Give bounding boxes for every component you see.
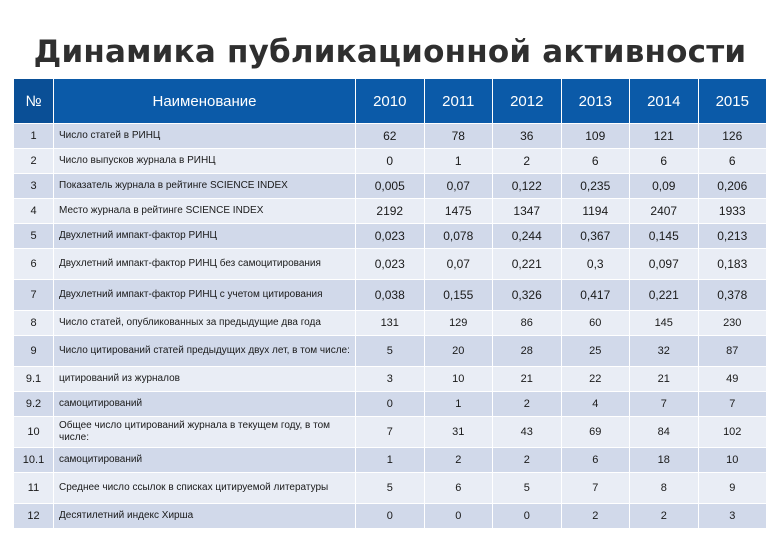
row-value: 0 xyxy=(356,149,425,174)
header-num: № xyxy=(14,79,54,124)
row-name: Общее число цитирований журнала в текущем году, в том числе: xyxy=(54,417,356,448)
header-year: 2014 xyxy=(630,79,699,124)
row-number: 9.2 xyxy=(14,392,54,417)
row-value: 230 xyxy=(698,311,767,336)
row-value: 2 xyxy=(424,448,493,473)
row-name: Двухлетний импакт-фактор РИНЦ xyxy=(54,224,356,249)
row-value: 32 xyxy=(630,336,699,367)
row-value: 69 xyxy=(561,417,630,448)
table-row xyxy=(14,174,767,199)
row-name: Среднее число ссылок в списках цитируемой литературы xyxy=(54,473,356,504)
publication-table xyxy=(13,78,767,529)
row-value: 10 xyxy=(424,367,493,392)
row-value: 0 xyxy=(356,392,425,417)
row-value: 0,235 xyxy=(561,174,630,199)
row-number: 1 xyxy=(14,124,54,149)
row-value: 0,023 xyxy=(356,249,425,280)
row-value: 22 xyxy=(561,367,630,392)
row-value: 0,378 xyxy=(698,280,767,311)
row-value: 21 xyxy=(493,367,562,392)
row-value: 0,09 xyxy=(630,174,699,199)
table-row xyxy=(14,249,767,280)
row-value: 5 xyxy=(356,336,425,367)
row-value: 49 xyxy=(698,367,767,392)
table-row xyxy=(14,124,767,149)
row-value: 0,122 xyxy=(493,174,562,199)
row-value: 0 xyxy=(424,504,493,529)
row-value: 6 xyxy=(561,448,630,473)
row-value: 1933 xyxy=(698,199,767,224)
row-value: 2 xyxy=(493,149,562,174)
row-value: 2192 xyxy=(356,199,425,224)
page-title: Динамика публикационной активности xyxy=(33,34,747,70)
table-row xyxy=(14,473,767,504)
row-value: 0,326 xyxy=(493,280,562,311)
row-name: Двухлетний импакт-фактор РИНЦ с учетом цитирования xyxy=(54,280,356,311)
row-value: 0,155 xyxy=(424,280,493,311)
row-number: 2 xyxy=(14,149,54,174)
row-value: 2 xyxy=(561,504,630,529)
row-value: 0,07 xyxy=(424,249,493,280)
row-value: 2407 xyxy=(630,199,699,224)
table-row xyxy=(14,504,767,529)
row-value: 126 xyxy=(698,124,767,149)
row-value: 2 xyxy=(630,504,699,529)
row-value: 0,221 xyxy=(630,280,699,311)
table-header-row xyxy=(14,79,767,124)
table-row xyxy=(14,367,767,392)
row-value: 1 xyxy=(424,149,493,174)
row-value: 6 xyxy=(698,149,767,174)
row-number: 5 xyxy=(14,224,54,249)
row-value: 0,038 xyxy=(356,280,425,311)
row-value: 0,078 xyxy=(424,224,493,249)
row-name: самоцитирований xyxy=(54,392,356,417)
row-value: 6 xyxy=(424,473,493,504)
table-row xyxy=(14,199,767,224)
row-value: 0,145 xyxy=(630,224,699,249)
row-name: Число статей, опубликованных за предыдущие два года xyxy=(54,311,356,336)
row-number: 9 xyxy=(14,336,54,367)
row-value: 1347 xyxy=(493,199,562,224)
row-value: 121 xyxy=(630,124,699,149)
row-value: 18 xyxy=(630,448,699,473)
row-name: цитирований из журналов xyxy=(54,367,356,392)
row-value: 78 xyxy=(424,124,493,149)
row-value: 8 xyxy=(630,473,699,504)
header-year: 2012 xyxy=(493,79,562,124)
row-value: 3 xyxy=(698,504,767,529)
row-name: Двухлетний импакт-фактор РИНЦ без самоцитирования xyxy=(54,249,356,280)
row-value: 62 xyxy=(356,124,425,149)
row-value: 0,367 xyxy=(561,224,630,249)
row-value: 87 xyxy=(698,336,767,367)
row-value: 7 xyxy=(561,473,630,504)
row-value: 7 xyxy=(356,417,425,448)
table-row xyxy=(14,392,767,417)
row-name: Десятилетний индекс Хирша xyxy=(54,504,356,529)
header-year: 2010 xyxy=(356,79,425,124)
row-value: 20 xyxy=(424,336,493,367)
table-row xyxy=(14,149,767,174)
row-name: Место журнала в рейтинге SCIENCE INDEX xyxy=(54,199,356,224)
row-value: 0 xyxy=(356,504,425,529)
row-name: Показатель журнала в рейтинге SCIENCE INDEX xyxy=(54,174,356,199)
row-number: 9.1 xyxy=(14,367,54,392)
row-value: 5 xyxy=(356,473,425,504)
table-row xyxy=(14,280,767,311)
row-value: 28 xyxy=(493,336,562,367)
table-row xyxy=(14,336,767,367)
row-value: 36 xyxy=(493,124,562,149)
row-name: самоцитирований xyxy=(54,448,356,473)
row-name: Число статей в РИНЦ xyxy=(54,124,356,149)
row-value: 131 xyxy=(356,311,425,336)
row-value: 0,3 xyxy=(561,249,630,280)
row-value: 0,183 xyxy=(698,249,767,280)
row-value: 1475 xyxy=(424,199,493,224)
row-value: 43 xyxy=(493,417,562,448)
row-value: 0,005 xyxy=(356,174,425,199)
row-number: 3 xyxy=(14,174,54,199)
row-number: 12 xyxy=(14,504,54,529)
row-value: 102 xyxy=(698,417,767,448)
row-number: 10.1 xyxy=(14,448,54,473)
row-value: 7 xyxy=(630,392,699,417)
row-value: 4 xyxy=(561,392,630,417)
row-value: 5 xyxy=(493,473,562,504)
row-value: 1194 xyxy=(561,199,630,224)
row-value: 0,221 xyxy=(493,249,562,280)
row-value: 10 xyxy=(698,448,767,473)
row-value: 0,244 xyxy=(493,224,562,249)
row-name: Число выпусков журнала в РИНЦ xyxy=(54,149,356,174)
row-value: 0,07 xyxy=(424,174,493,199)
row-value: 6 xyxy=(561,149,630,174)
row-value: 0 xyxy=(493,504,562,529)
row-value: 0,097 xyxy=(630,249,699,280)
table-row xyxy=(14,311,767,336)
row-value: 3 xyxy=(356,367,425,392)
row-number: 10 xyxy=(14,417,54,448)
row-value: 7 xyxy=(698,392,767,417)
row-number: 6 xyxy=(14,249,54,280)
row-value: 6 xyxy=(630,149,699,174)
row-value: 2 xyxy=(493,392,562,417)
table-row xyxy=(14,448,767,473)
row-number: 7 xyxy=(14,280,54,311)
row-value: 0,206 xyxy=(698,174,767,199)
table-row xyxy=(14,417,767,448)
header-year: 2013 xyxy=(561,79,630,124)
row-value: 0,417 xyxy=(561,280,630,311)
table-row xyxy=(14,224,767,249)
row-number: 8 xyxy=(14,311,54,336)
row-value: 129 xyxy=(424,311,493,336)
row-value: 145 xyxy=(630,311,699,336)
row-number: 11 xyxy=(14,473,54,504)
row-value: 21 xyxy=(630,367,699,392)
row-name: Число цитирований статей предыдущих двух лет, в том числе: xyxy=(54,336,356,367)
row-value: 2 xyxy=(493,448,562,473)
header-year: 2015 xyxy=(698,79,767,124)
row-value: 1 xyxy=(424,392,493,417)
header-year: 2011 xyxy=(424,79,493,124)
row-value: 60 xyxy=(561,311,630,336)
row-value: 0,213 xyxy=(698,224,767,249)
row-value: 25 xyxy=(561,336,630,367)
row-value: 109 xyxy=(561,124,630,149)
row-value: 31 xyxy=(424,417,493,448)
row-value: 1 xyxy=(356,448,425,473)
row-number: 4 xyxy=(14,199,54,224)
row-value: 9 xyxy=(698,473,767,504)
row-value: 86 xyxy=(493,311,562,336)
header-name: Наименование xyxy=(54,79,356,124)
row-value: 0,023 xyxy=(356,224,425,249)
row-value: 84 xyxy=(630,417,699,448)
